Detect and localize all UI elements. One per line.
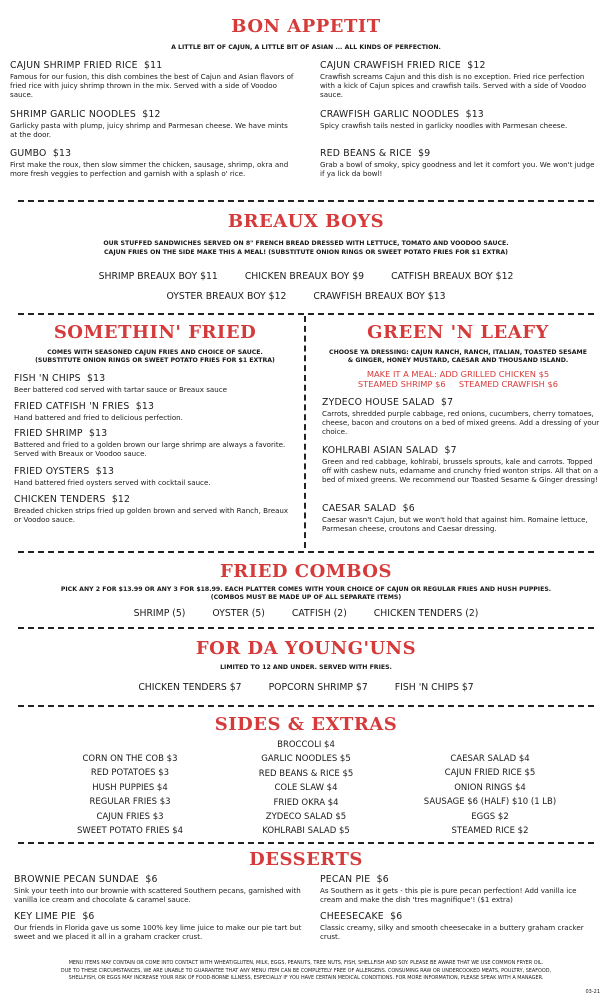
- sides-column-1: [30, 752, 230, 838]
- item-price: $12: [142, 109, 161, 120]
- menu-item: [10, 148, 295, 179]
- item-name: CHEESECAKE: [320, 911, 384, 922]
- item-description: As Southern as it gets - this pie is pure pecan perfection! Add vanilla ice cream and make the dish 'tres magnifique'! ($1 extra): [320, 886, 577, 904]
- item-description: First make the roux, then slow simmer the chicken, sausage, shrimp, okra and more fresh veggies to perfection and garnish with a splash o' rice.: [10, 160, 289, 178]
- menu-item: [322, 503, 600, 534]
- item-name: FRIED SHRIMP: [14, 428, 83, 439]
- side-item: RED BEANS & RICE $5: [258, 768, 354, 779]
- kids-item: CHICKEN TENDERS $7: [138, 682, 242, 693]
- item-price: $11: [144, 60, 163, 71]
- menu-item: [14, 428, 294, 459]
- item-description: Hand battered and fried to delicious perfection.: [14, 413, 183, 422]
- item-name: ZYDECO HOUSE SALAD: [322, 397, 435, 408]
- side-item: EGGS $2: [471, 811, 509, 822]
- fried-combos-note-2: (COMBOS MUST BE MADE UP OF ALL SEPARATE ITEMS): [210, 594, 402, 601]
- young-uns-items: [0, 682, 612, 693]
- item-description: Breaded chicken strips fried up golden brown and served with Ranch, Breaux or Voodoo sauce.: [14, 506, 289, 524]
- menu-item: [14, 401, 294, 423]
- item-price: $6: [145, 874, 158, 885]
- somethin-fried-title: SOMETHIN' FRIED: [53, 322, 257, 343]
- item-price: $7: [444, 445, 457, 456]
- item-description: Green and red cabbage, kohlrabi, brussels sprouts, kale and carrots. Topped off with cashew nuts, edamame and crunchy fried wonton strips. All that on a bed of mixed greens. We recommend our Toasted Sesame & Ginger dressing!: [322, 457, 599, 484]
- side-item: COLE SLAW $4: [274, 783, 338, 794]
- section-divider: [18, 705, 594, 707]
- make-it-a-meal: [312, 369, 604, 389]
- combo-item: SHRIMP (5): [133, 608, 186, 619]
- item-name: KEY LIME PIE: [14, 911, 76, 922]
- menu-item: [320, 109, 600, 131]
- item-description: Our friends in Florida gave us some 100% key lime juice to make our pie tart but sweet and we placed it all in a graham cracker crust.: [14, 923, 302, 941]
- item-name: CHICKEN TENDERS: [14, 494, 106, 505]
- side-item: FRIED OKRA $4: [273, 797, 339, 808]
- section-divider: [18, 313, 594, 315]
- item-price: $13: [87, 373, 106, 384]
- sides-title: SIDES & EXTRAS: [214, 714, 398, 735]
- side-item: CAJUN FRIED RICE $5: [444, 768, 536, 779]
- item-name: RED BEANS & RICE: [320, 148, 412, 159]
- side-item: CORN ON THE COB $3: [82, 754, 178, 764]
- item-description: Hand battered fried oysters served with cocktail sauce.: [14, 478, 211, 487]
- menu-item: [14, 466, 294, 488]
- item-name: SHRIMP GARLIC NOODLES: [10, 109, 136, 120]
- fried-combos-items: [0, 608, 612, 619]
- side-item: KOHLRABI SALAD $5: [262, 826, 350, 837]
- item-description: Garlicky pasta with plump, juicy shrimp and Parmesan cheese. We have mints at the door.: [10, 121, 288, 139]
- side-item: CAESAR SALAD $4: [450, 754, 530, 764]
- item-price: $13: [135, 401, 155, 412]
- item-description: Caesar wasn't Cajun, but we won't hold that against him. Romaine lettuce, Parmesan cheese, croutons and Caesar dressing.: [322, 515, 588, 533]
- kids-item: POPCORN SHRIMP $7: [268, 682, 368, 693]
- item-name: FRIED OYSTERS: [14, 466, 90, 477]
- item-description: Carrots, shredded purple cabbage, red onions, cucumbers, cherry tomatoes, cheese, bacon and croutons on a bed of mixed greens. Add a dressing of your choice.: [322, 409, 600, 436]
- breaux-boys-note-1: OUR STUFFED SANDWICHES SERVED ON 8" FRENCH BREAD DRESSED WITH LETTUCE, TOMATO AND VOODOO SAUCE.: [103, 240, 509, 247]
- item-name: PECAN PIE: [320, 874, 371, 885]
- sides-column-3: [380, 752, 600, 838]
- item-description: Famous for our fusion, this dish combines the best of Cajun and Asian flavors of fried rice with juicy shrimp thrown in the mix. Served with a side of Voodoo sauce.: [10, 72, 294, 99]
- breaux-boys-row-1: [0, 271, 612, 282]
- meal-add-shrimp: STEAMED SHRIMP $6: [357, 379, 446, 389]
- item-name: CAJUN SHRIMP FRIED RICE: [10, 60, 138, 71]
- side-item: CAJUN FRIES $3: [96, 811, 164, 822]
- item-price: $13: [88, 428, 108, 439]
- menu-item: [14, 494, 294, 525]
- side-item: ZYDECO SALAD $5: [265, 811, 347, 822]
- dressing-note-2: & GINGER, HONEY MUSTARD, CAESAR AND THOUSAND ISLAND.: [347, 357, 569, 364]
- sandwich-item: CATFISH BREAUX BOY $12: [391, 271, 514, 282]
- dressing-note-1: CHOOSE YA DRESSING: CAJUN RANCH, RANCH, ITALIAN, TOASTED SESAME: [329, 349, 587, 356]
- allergen-disclaimer: [40, 960, 572, 983]
- side-item: ONION RINGS $4: [454, 782, 526, 793]
- menu-version: 03-21: [585, 989, 600, 995]
- sandwich-item: CHICKEN BREAUX BOY $9: [244, 271, 365, 282]
- item-description: Classic creamy, silky and smooth cheesecake in a buttery graham cracker crust.: [320, 923, 584, 941]
- side-item: REGULAR FRIES $3: [89, 797, 171, 808]
- menu-item: [10, 109, 295, 140]
- menu-item: [14, 874, 304, 905]
- bon-appetit-title: BON APPETIT: [231, 16, 381, 37]
- menu-item: [322, 397, 600, 436]
- section-divider: [18, 551, 594, 553]
- meal-add-chicken: MAKE IT A MEAL: ADD GRILLED CHICKEN $5: [366, 369, 550, 379]
- side-item: STEAMED RICE $2: [451, 825, 529, 836]
- item-name: FRIED CATFISH 'N FRIES: [14, 401, 130, 412]
- menu-item: [320, 148, 600, 179]
- item-name: CAJUN CRAWFISH FRIED RICE: [320, 60, 461, 71]
- fried-combos-title: FRIED COMBOS: [220, 561, 392, 582]
- item-price: $9: [418, 148, 431, 159]
- sandwich-item: SHRIMP BREAUX BOY $11: [98, 271, 218, 282]
- section-divider: [18, 627, 594, 629]
- section-divider: [18, 842, 594, 844]
- young-uns-title: FOR DA YOUNG'UNS: [195, 638, 417, 659]
- fried-combos-note-1: PICK ANY 2 FOR $13.99 OR ANY 3 FOR $18.99. EACH PLATTER COMES WITH YOUR CHOICE OF CAJUN OR REGULAR FRIES AND HUSH PUPPIES.: [60, 586, 552, 593]
- menu-item: [320, 911, 600, 942]
- item-price: $12: [111, 494, 131, 505]
- breaux-boys-note-2: CAJUN FRIES ON THE SIDE MAKE THIS A MEAL! (SUBSTITUTE ONION RINGS OR SWEET POTATO FRIES FOR $1 EXTRA): [103, 249, 509, 256]
- side-item: BROCCOLI $4: [277, 740, 335, 750]
- item-price: $6: [376, 874, 389, 885]
- item-price: $6: [82, 911, 95, 922]
- sides-column-2: [206, 738, 406, 839]
- sandwich-item: OYSTER BREAUX BOY $12: [166, 291, 287, 302]
- item-price: $6: [390, 911, 403, 922]
- combo-item: OYSTER (5): [212, 608, 265, 619]
- side-item: SAUSAGE $6 (HALF) $10 (1 LB): [423, 797, 557, 808]
- side-item: SWEET POTATO FRIES $4: [76, 825, 184, 836]
- item-description: Grab a bowl of smoky, spicy goodness and let it comfort you. We won't judge if ya lick da bowl!: [320, 160, 595, 178]
- side-item: GARLIC NOODLES $5: [261, 754, 351, 765]
- item-description: Sink your teeth into our brownie with scattered Southern pecans, garnished with vanilla ice cream and chocolate & caramel sauce.: [14, 886, 301, 904]
- breaux-boys-title: BREAUX BOYS: [227, 211, 385, 232]
- desserts-title: DESSERTS: [249, 849, 363, 870]
- item-description: Spicy crawfish tails nested in garlicky noodles with Parmesan cheese.: [320, 121, 568, 130]
- item-name: KOHLRABI ASIAN SALAD: [322, 445, 439, 456]
- sandwich-item: CRAWFISH BREAUX BOY $13: [313, 291, 446, 302]
- item-price: $13: [465, 109, 484, 120]
- somethin-fried-note-2: (SUBSTITUTE ONION RINGS OR SWEET POTATO FRIES FOR $1 EXTRA): [35, 357, 275, 364]
- menu-item: [14, 911, 304, 942]
- meal-add-crawfish: STEAMED CRAWFISH $6: [458, 379, 559, 389]
- side-item: HUSH PUPPIES $4: [92, 782, 168, 793]
- menu-item: [320, 60, 600, 99]
- disclaimer-line: DUE TO THESE CIRCUMSTANCES, WE ARE UNABLE TO GUARANTEE THAT ANY MENU ITEM CAN BE COMPLETELY FREE OF ALLERGENS. CONSUMING RAW OR UNDERCOOKED MEATS, POULTRY, SEAFOOD,: [60, 967, 552, 974]
- menu-item: [14, 373, 294, 395]
- young-uns-note: LIMITED TO 12 AND UNDER. SERVED WITH FRIES.: [220, 664, 392, 671]
- menu-item: [322, 445, 600, 484]
- kids-item: FISH 'N CHIPS $7: [394, 682, 474, 693]
- item-price: $13: [52, 148, 72, 159]
- disclaimer-line: SHELLFISH, OR EGGS MAY INCREASE YOUR RISK OF FOOD-BORNE ILLNESS, ESPECIALLY IF YOU HAVE CERTAIN MEDICAL CONDITIONS. FOR MORE INFORMATION, PLEASE SPEAK WITH A MANAGER.: [68, 975, 544, 981]
- bon-appetit-subtitle: A LITTLE BIT OF CAJUN, A LITTLE BIT OF ASIAN ... ALL KINDS OF PERFECTION.: [171, 44, 441, 51]
- breaux-boys-row-2: [0, 291, 612, 302]
- item-description: Battered and fried to a golden brown our large shrimp are always a favorite. Served with Breaux or Voodoo sauce.: [14, 440, 286, 458]
- menu-item: [320, 874, 600, 905]
- disclaimer-line: MENU ITEMS MAY CONTAIN OR COME INTO CONTACT WITH WHEAT/GLUTEN, MILK, EGGS, PEANUTS, TREE NUTS, FISH, SHELLFISH AND SOY. PLEASE BE AWARE THAT WE USE COMMON FRYER OIL.: [68, 960, 544, 966]
- combo-item: CHICKEN TENDERS (2): [373, 608, 479, 619]
- item-price: $12: [467, 60, 486, 71]
- item-name: CAESAR SALAD: [322, 503, 397, 514]
- item-description: Crawfish screams Cajun and this dish is no exception. Fried rice perfection with a kick of Cajun spices and crawfish tails. Served with a side of Voodoo sauce.: [320, 72, 587, 99]
- item-price: $7: [440, 397, 454, 408]
- side-item: RED POTATOES $3: [90, 768, 170, 779]
- item-price: $6: [402, 503, 415, 514]
- item-price: $13: [95, 466, 115, 477]
- combo-item: CATFISH (2): [291, 608, 347, 619]
- column-divider: [304, 316, 306, 548]
- somethin-fried-note-1: COMES WITH SEASONED CAJUN FRIES AND CHOICE OF SAUCE.: [47, 349, 263, 356]
- green-n-leafy-title: GREEN 'N LEAFY: [367, 322, 549, 343]
- menu-item: [10, 60, 295, 99]
- item-name: GUMBO: [10, 148, 47, 159]
- item-name: FISH 'N CHIPS: [14, 373, 81, 384]
- section-divider: [18, 200, 594, 202]
- item-description: Beer battered cod served with tartar sauce or Breaux sauce: [14, 385, 228, 394]
- item-name: BROWNIE PECAN SUNDAE: [14, 874, 140, 885]
- item-name: CRAWFISH GARLIC NOODLES: [320, 109, 460, 120]
